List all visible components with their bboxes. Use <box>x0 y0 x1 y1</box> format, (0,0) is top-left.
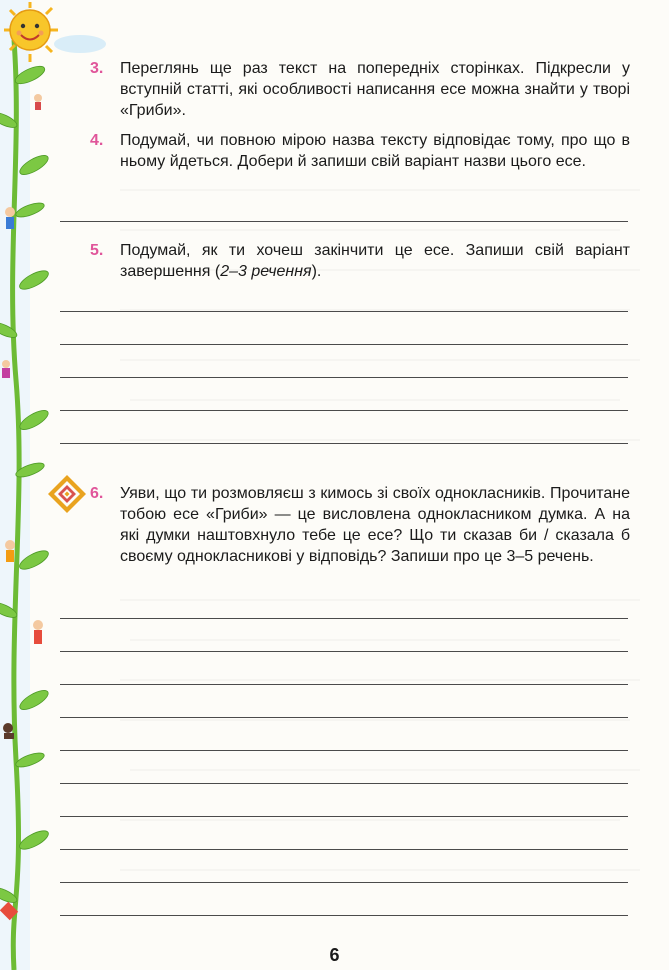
task-text-main: Подумай, як ти хочеш закінчити це есе. Запиши свій варіант завершення ( <box>120 242 630 280</box>
task-number: 3. <box>90 60 104 77</box>
task-5 <box>90 240 630 282</box>
task-number: 6. <box>90 485 104 502</box>
writing-line[interactable] <box>60 443 628 444</box>
task-text <box>120 240 630 282</box>
task-text: Подумай, чи повною мірою назва тексту відповідає тому, про що в ньому йдеться. Добери й запиши свій варіант назви цього есе. <box>120 132 630 170</box>
writing-line[interactable] <box>60 344 628 345</box>
task-text-italic: 2–3 речення <box>220 263 312 280</box>
writing-line[interactable] <box>60 816 628 817</box>
task-6 <box>90 483 630 567</box>
task-4 <box>90 130 630 172</box>
writing-line[interactable] <box>60 750 628 751</box>
writing-line[interactable] <box>60 311 628 312</box>
page-number: 6 <box>329 945 340 965</box>
writing-line[interactable] <box>60 783 628 784</box>
writing-line[interactable] <box>60 618 628 619</box>
writing-line[interactable] <box>60 717 628 718</box>
writing-line[interactable] <box>60 684 628 685</box>
task-number: 5. <box>90 242 104 259</box>
writing-line[interactable] <box>60 651 628 652</box>
task-text: Переглянь ще раз текст на попередніх сторінках. Підкресли у вступній статті, які особливості написання есе можна знайти у творі «Гриби». <box>120 60 630 119</box>
task-text-end: ). <box>311 263 322 280</box>
writing-line[interactable] <box>60 377 628 378</box>
task-3 <box>90 58 630 121</box>
writing-line[interactable] <box>60 915 628 916</box>
writing-line[interactable] <box>60 221 628 222</box>
writing-line[interactable] <box>60 849 628 850</box>
writing-line[interactable] <box>60 882 628 883</box>
writing-line[interactable] <box>60 410 628 411</box>
task-text: Уяви, що ти розмовляєш з кимось зі своїх однокласників. Прочитане тобою есе «Гриби» — це висловлена однокласником думка. А на які думки наштовхнуло тебе це есе? Що ти сказав би / сказала б своєму однокласникові у відповідь? Запиши про це 3–5 речень. <box>120 485 630 565</box>
diamond-mark-icon <box>47 474 87 514</box>
task-number: 4. <box>90 132 104 149</box>
